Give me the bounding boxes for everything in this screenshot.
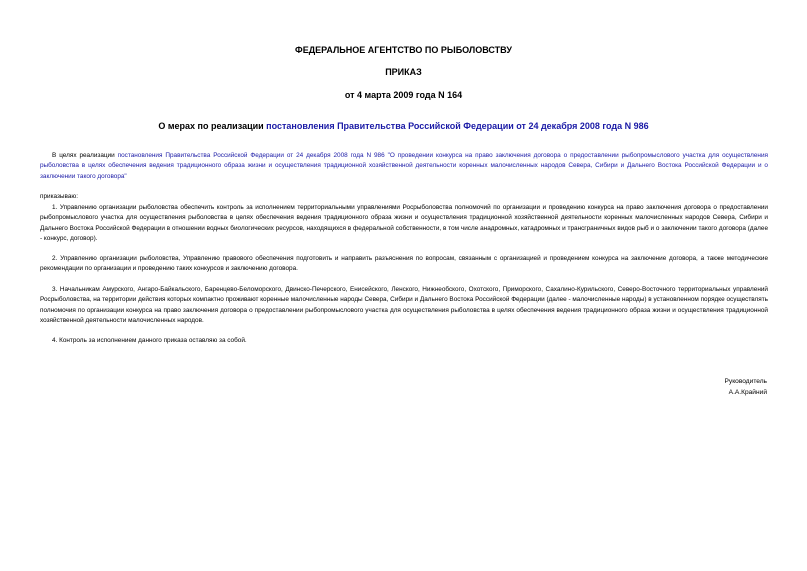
order-label: приказываю:: [40, 193, 78, 200]
document-date-number: от 4 марта 2009 года N 164: [344, 90, 463, 100]
order-item-2: 2. Управлению организации рыболовства, Управлению правового обеспечения подготовить и направить разъяснения по вопросам, связанным с организацией и проведением конкурса на заключение договора, а также методические рекомендации по организации и проведению таких конкурсов и заключению договора.: [40, 255, 768, 273]
subject-prefix: О мерах по реализации: [158, 121, 267, 131]
agency-title: ФЕДЕРАЛЬНОЕ АГЕНТСТВО ПО РЫБОЛОВСТВУ: [295, 45, 512, 55]
intro-paragraph: [40, 151, 768, 182]
document-subject: [0, 121, 807, 131]
intro-prefix: В целях реализации: [52, 152, 118, 159]
document-type: ПРИКАЗ: [385, 67, 422, 77]
order-item-1: 1. Управлению организации рыболовства обеспечить контроль за исполнением территориальными управлениями Росрыболовства полномочий по организации и проведению конкурса на право заключения договора о предоставлении рыбопромыслового участка для осуществления рыболовства в целях обеспечения ведения традиционного образа жизни и осуществления традиционной хозяйственной деятельности коренных малочисленных народов Севера, Сибири и Дальнего Востока Российской Федерации в отношении водных биологических ресурсов, находящихся в федеральной собственности, в том числе анадромных, катадромных и трансграничных видов рыб и о заключении такого договора (далее - конкурс, договор).: [40, 204, 768, 243]
intro-resolution-link[interactable]: постановления Правительства Российской Федерации от 24 декабря 2008 года N 986 "О проведении конкурса на право заключения договора о предоставлении рыбопромыслового участка для осуществления рыболовства в целях обеспечения ведения традиционного образа жизни и осуществления традиционной хозяйственной деятельности коренных малочисленных народов Севера, Сибири и Дальнего Востока Российской Федерации и о заключении такого договора": [40, 152, 768, 180]
order-item-4: 4. Контроль за исполнением данного приказа оставляю за собой.: [52, 337, 247, 344]
order-item-3: 3. Начальникам Амурского, Ангаро-Байкальского, Баренцево-Беломорского, Двинско-Печерского, Енисейского, Ленского, Нижнеобского, Охотского, Приморского, Сахалино-Курильского, Северо-Восточного территориальных управлений Росрыболовства, на территории действия которых компактно проживают коренные малочисленные народы Севера, Сибири и Дальнего Востока Российской Федерации (далее - малочисленные народы) в установленном порядке осуществлять полномочия по организации конкурса на право заключения договора о предоставлении рыбопромыслового участка для осуществления рыболовства в целях обеспечения ведения традиционного образа жизни и осуществления традиционной хозяйственной деятельности малочисленных народов.: [40, 286, 768, 325]
subject-resolution-link[interactable]: постановления Правительства Российской Федерации от 24 декабря 2008 года N 986: [266, 121, 649, 131]
signatory-role: Руководитель: [724, 378, 767, 385]
signatory-name: А.А.Крайний: [728, 389, 767, 396]
